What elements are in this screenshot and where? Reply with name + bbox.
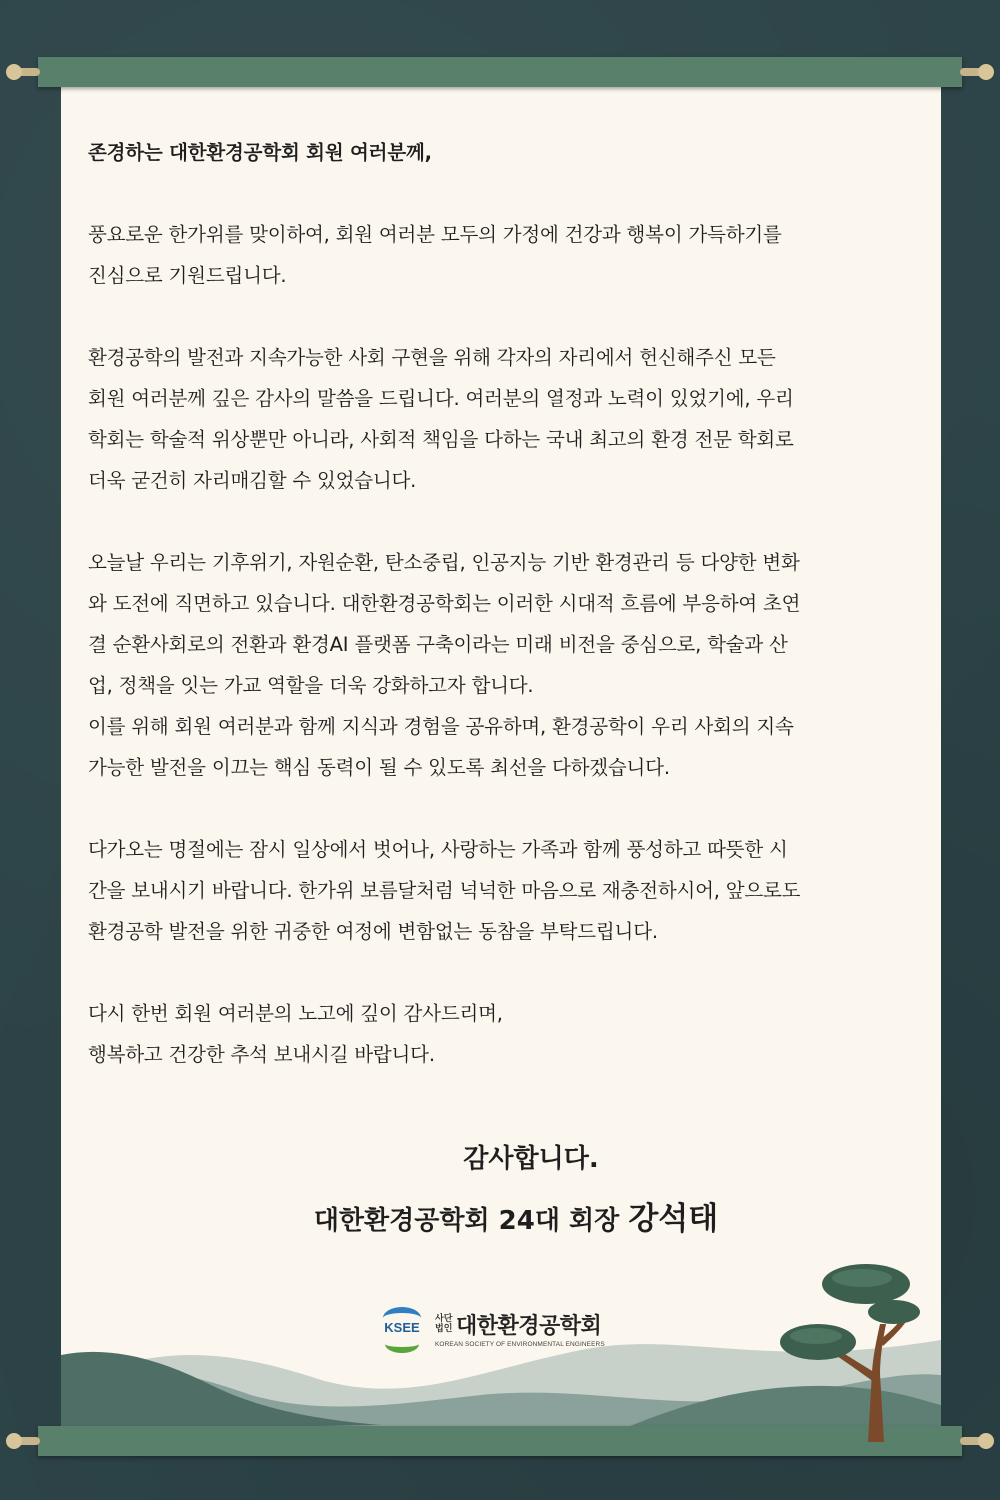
paragraph-line: 행복하고 건강한 추석 보내시길 바랍니다. bbox=[88, 1043, 435, 1066]
logo-abbreviation: KSEE bbox=[384, 1320, 420, 1335]
paragraph-line: 간을 보내시기 바랍니다. 한가위 보름달처럼 넉넉한 마음으로 재충전하시어, 앞으로도 bbox=[88, 879, 801, 902]
paragraph-3 bbox=[88, 542, 928, 788]
tree-foliage-left-highlight bbox=[790, 1328, 842, 1344]
scroll-knob-right bbox=[960, 68, 986, 76]
pine-tree-icon bbox=[780, 1262, 920, 1442]
letter-body bbox=[88, 132, 928, 1075]
paragraph-line: 회원 여러분께 깊은 감사의 말씀을 드립니다. 여러분의 열정과 노력이 있었기에, 우리 bbox=[88, 387, 794, 410]
logo-korean-name: 대한환경공학회 bbox=[456, 1313, 602, 1339]
logo-text bbox=[435, 1309, 605, 1348]
paragraph-1 bbox=[88, 214, 928, 296]
paragraph-line: 오늘날 우리는 기후위기, 자원순환, 탄소중립, 인공지능 기반 환경관리 등 다양한 변화 bbox=[88, 551, 800, 574]
tree-foliage-top-highlight bbox=[832, 1269, 892, 1287]
signature-name: 강석태 bbox=[628, 1201, 719, 1237]
letter-paper bbox=[61, 80, 941, 1430]
scroll-top-rod bbox=[38, 57, 962, 87]
paragraph-5 bbox=[88, 993, 928, 1075]
paragraph-2 bbox=[88, 337, 928, 501]
tree-foliage-right bbox=[868, 1300, 920, 1324]
logo-name-row bbox=[435, 1309, 605, 1340]
paragraph-line: 환경공학의 발전과 지속가능한 사회 구현을 위해 각자의 자리에서 헌신해주신 모든 bbox=[88, 346, 776, 369]
scroll-knob-right bbox=[960, 1437, 986, 1445]
paragraph-line: 가능한 발전을 이끄는 핵심 동력이 될 수 있도록 최선을 다하겠습니다. bbox=[88, 756, 670, 779]
paragraph-line: 진심으로 기원드립니다. bbox=[88, 264, 287, 287]
paragraph-line: 다가오는 명절에는 잠시 일상에서 벗어나, 사랑하는 가족과 함께 풍성하고 따뜻한 시 bbox=[88, 838, 788, 861]
paragraph-line: 결 순환사회로의 전환과 환경AI 플랫폼 구축이라는 미래 비전을 중심으로, 학술과 산 bbox=[88, 633, 788, 656]
scroll-knob-left bbox=[14, 68, 40, 76]
paragraph-line: 업, 정책을 잇는 가교 역할을 더욱 강화하고자 합니다. bbox=[88, 674, 534, 697]
scroll-knob-left bbox=[14, 1437, 40, 1445]
ksee-logo bbox=[379, 1302, 605, 1354]
logo-english-name: KOREAN SOCIETY OF ENVIRONMENTAL ENGINEERS bbox=[435, 1340, 605, 1348]
logo-small-bottom: 법인 bbox=[435, 1324, 453, 1334]
paragraph-line: 환경공학 발전을 위한 귀중한 여정에 변함없는 동참을 부탁드립니다. bbox=[88, 920, 658, 943]
signature-title: 대한환경공학회 24대 회장 bbox=[313, 1206, 620, 1236]
paragraph-4 bbox=[88, 829, 928, 952]
logo-small-top: 사단 bbox=[435, 1314, 453, 1324]
paragraph-line: 풍요로운 한가위를 맞이하여, 회원 여러분 모두의 가정에 건강과 행복이 가득하기를 bbox=[88, 223, 782, 246]
paragraph-line: 이를 위해 회원 여러분과 함께 지식과 경험을 공유하며, 환경공학이 우리 사회의 지속 bbox=[88, 715, 794, 738]
closing-thanks: 감사합니다. bbox=[463, 1144, 599, 1174]
paragraph-line: 더욱 굳건히 자리매김할 수 있었습니다. bbox=[88, 469, 417, 492]
ksee-logo-mark bbox=[379, 1305, 425, 1351]
logo-green-arc bbox=[385, 1335, 419, 1353]
paragraph-line: 학회는 학술적 위상뿐만 아니라, 사회적 책임을 다하는 국내 최고의 환경 전문 학회로 bbox=[88, 428, 794, 451]
logo-corporation-mark bbox=[435, 1314, 453, 1334]
paragraph-line: 와 도전에 직면하고 있습니다. 대한환경공학회는 이러한 시대적 흐름에 부응하여 초연 bbox=[88, 592, 801, 615]
letter-greeting: 존경하는 대한환경공학회 회원 여러분께, bbox=[88, 141, 432, 164]
paragraph-line: 다시 한번 회원 여러분의 노고에 깊이 감사드리며, bbox=[88, 1002, 503, 1025]
